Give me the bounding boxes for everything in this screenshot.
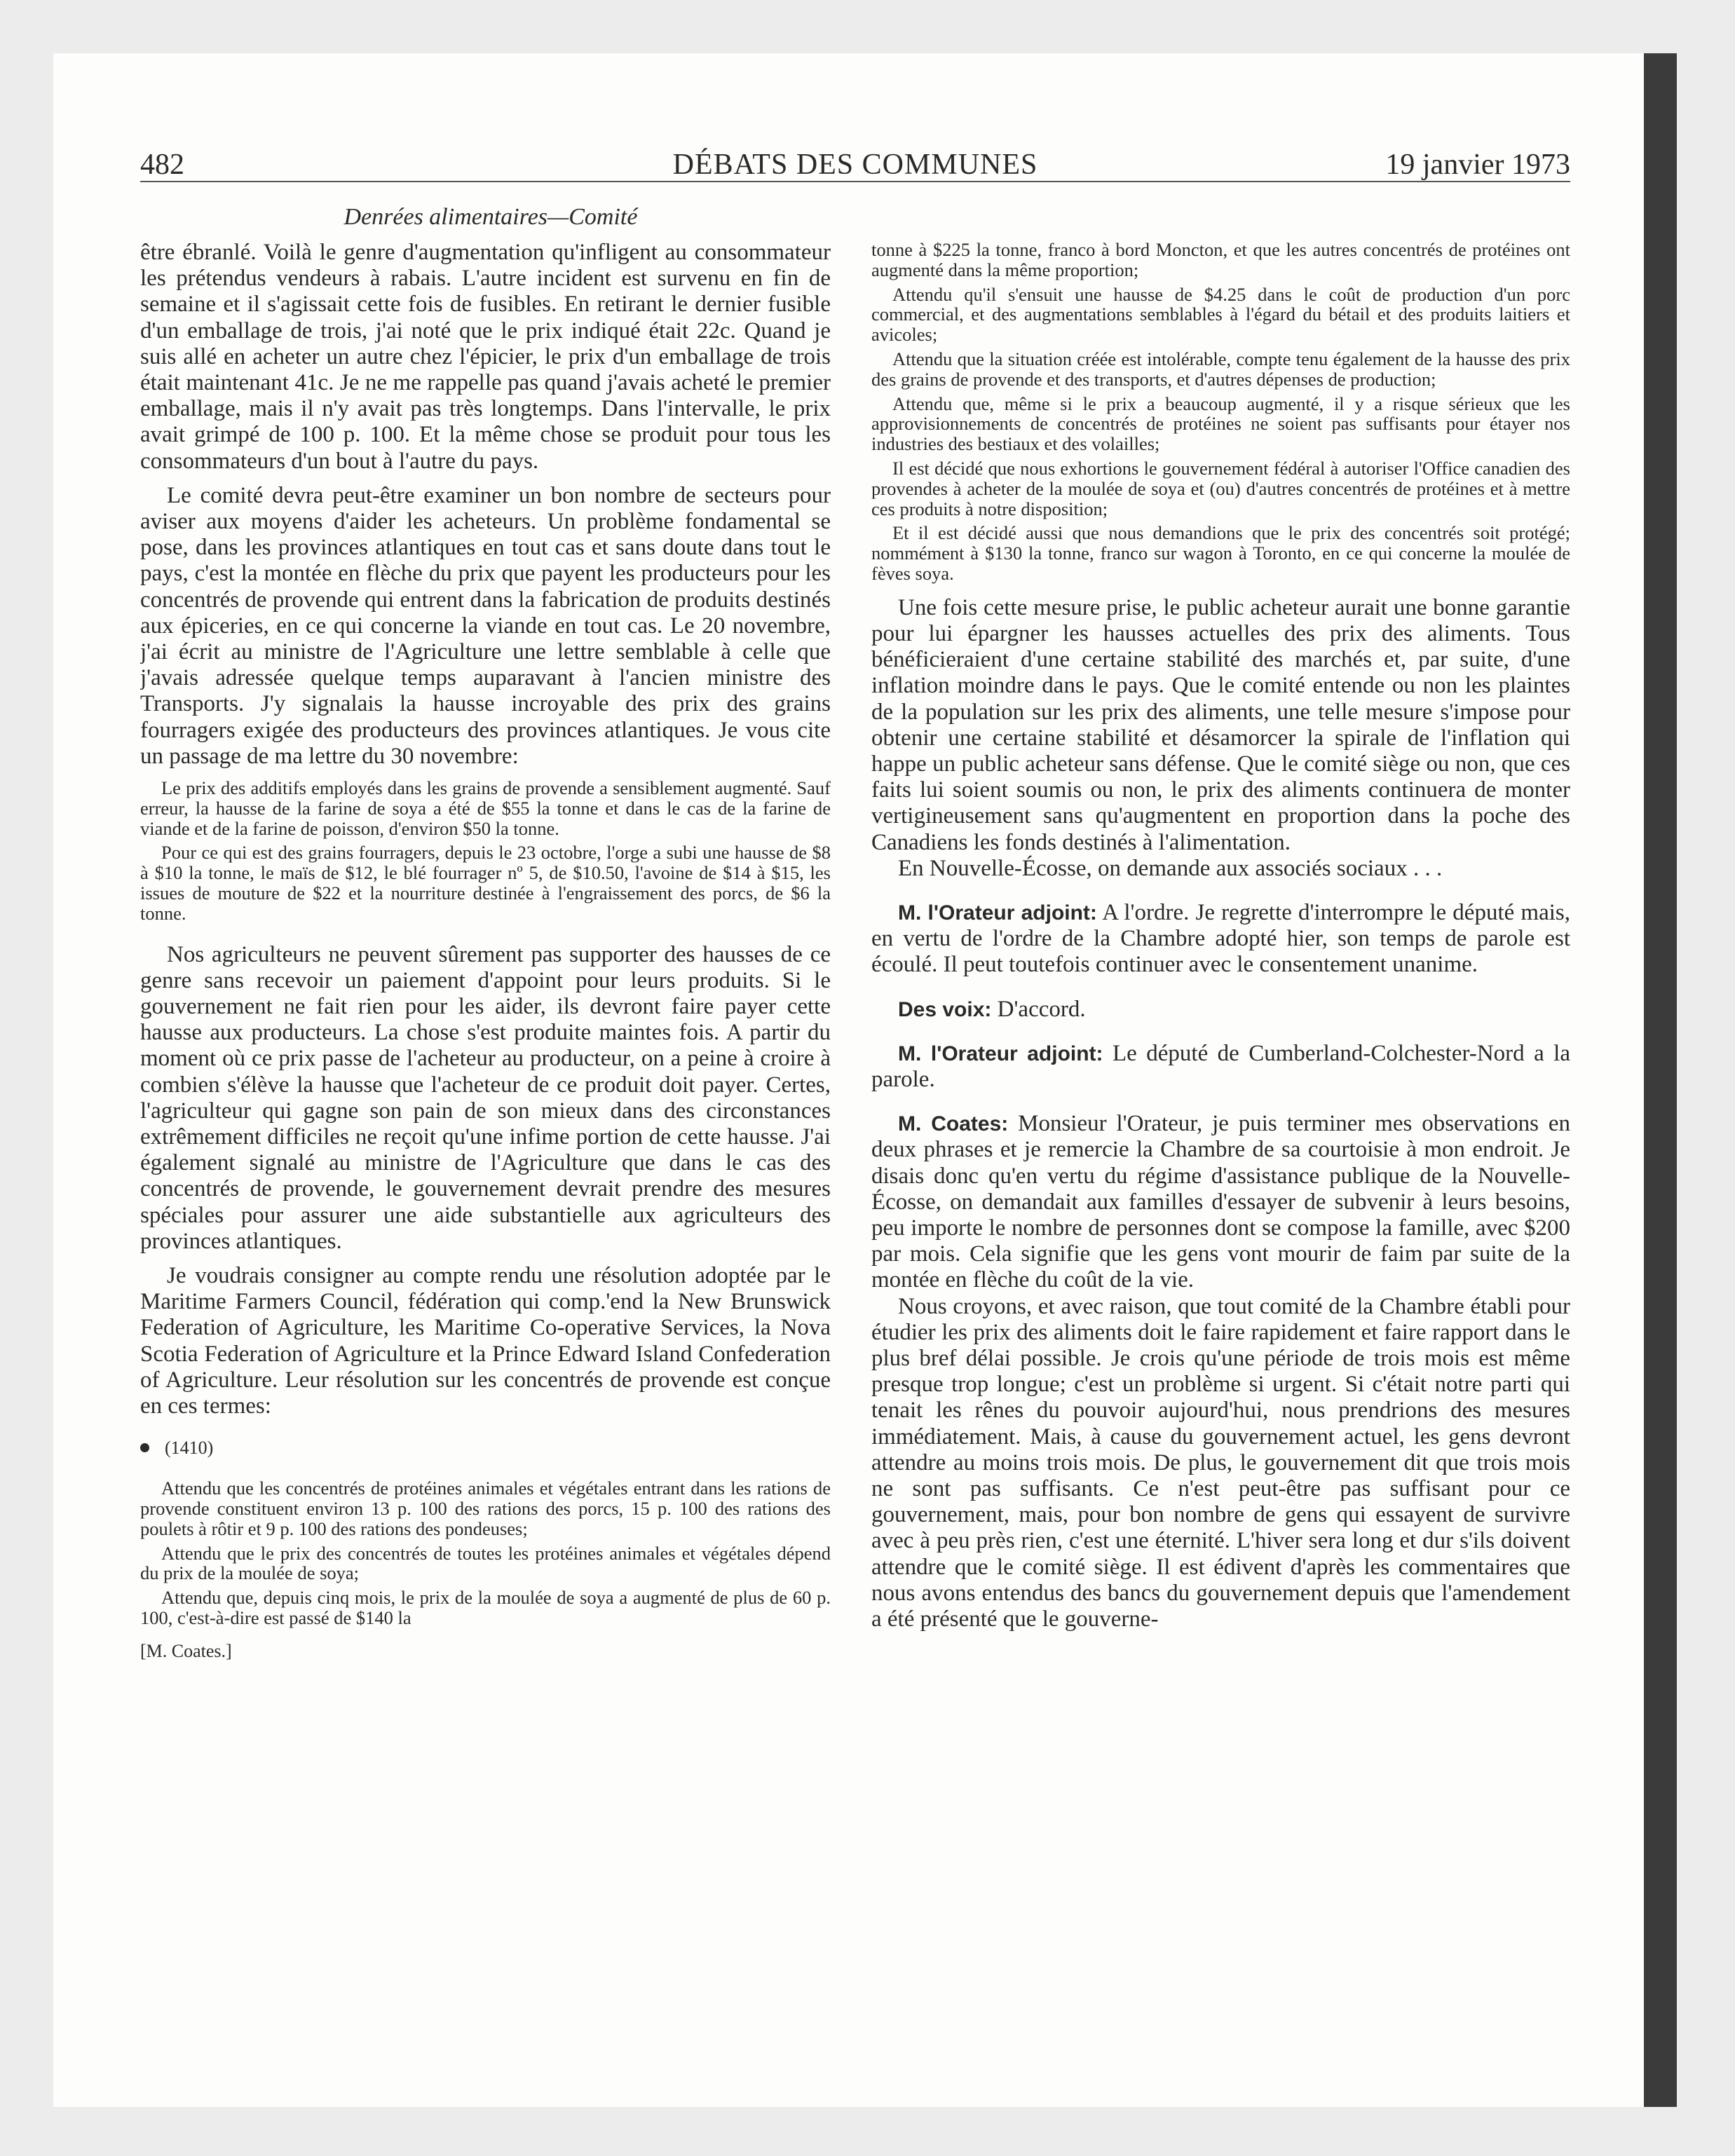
paragraph: Nos agriculteurs ne peuvent sûrement pas supporter des hausses de ce genre sans recevoir un paiement d'appoint pour leurs produits. Si le gouvernement ne fait rien pour les aider, ils devront faire payer cette hausse aux producteurs. La chose s'est produite maintes fois. A partir du moment où ce prix passe de l'acheteur au producteur, on a peine à croire à combien s'élève la hausse que l'acheteur de ce produit doit payer. Certes, l'agriculteur qui gagne son pain de son mieux dans des circonstances extrêmement difficiles ne reçoit qu'une infime portion de cette hausse. J'ai également signalé au ministre de l'Agriculture que dans le cas des concentrés de provende, le gouvernement devrait prendre des mesures spéciales pour assurer une aide substantielle aux agriculteurs des provinces atlantiques.: [140, 941, 831, 1254]
speaker-name: M. l'Orateur adjoint:: [898, 901, 1097, 925]
resolution-clause: Attendu que, même si le prix a beaucoup augmenté, il y a risque sérieux que les approvisionnements de concentrés de protéines ne soient pas suffisants pour étayer nos industries des bestiaux et des volailles;: [871, 393, 1570, 455]
speaker-name: M. l'Orateur adjoint:: [898, 1042, 1103, 1065]
page-number: 482: [140, 149, 184, 181]
paragraph: Une fois cette mesure prise, le public acheteur aurait une bonne garantie pour lui épargner les hausses actuelles des prix des aliments. Tous bénéficieraient d'une certaine stabilité des marchés et, par suite, d'une inflation moindre dans le pays. Que le comité entende ou non les plaintes de la population sur les prix des aliments, une telle mesure s'impose pour obtenir une certaine stabilité et désamorcer la spirale de l'inflation qui happe un public acheteur sans défense. Que le comité siège ou non, que ces faits lui soient soumis ou non, le prix des aliments continuera de monter vertigineusement sans qu'augmentent en proportion dans la poche des Canadiens les fonds destinés à l'alimentation.: [871, 594, 1570, 855]
resolution-clause: Il est décidé que nous exhortions le gouvernement fédéral à autoriser l'Office canadien des provendes à acheter de la moulée de soya et (ou) d'autres concentrés de protéines et à mettre ces produits à notre disposition;: [871, 457, 1570, 519]
paragraph: Nous croyons, et avec raison, que tout comité de la Chambre établi pour étudier les prix des aliments doit le faire rapidement et faire rapport dans le plus bref délai possible. Je crois qu'une période de trois mois est même presque trop longue; c'est un problème si urgent. Si c'était notre parti qui tenait les rênes du pouvoir aujourd'hui, nous prendrions des mesures immédiatement. Mais, à cause du gouvernement actuel, les gens devront attendre au moins trois mois. De plus, le gouvernement dit que trois mois ne sont pas suffisants. Ce n'est peut-être pas suffisant pour ce gouvernement, mais, pour bon nombre de gens qui essayent de survivre avec à peu près rien, c'est une éternité. L'hiver sera long et dur s'ils doivent attendre que le comité siège. Il est édivent d'après les commentaires que nous avons entendus des bancs du gouvernement depuis que l'amendement a été présenté que le gouverne-: [871, 1293, 1570, 1632]
speech-text: A l'ordre. Je regrette d'interrompre le député mais, en vertu de l'ordre de la Chambre adopté hier, son temps de parole est écoulé. Il peut toutefois continuer avec le consentement unanime.: [871, 899, 1570, 978]
resolution-clause: Attendu que le prix des concentrés de toutes les protéines animales et végétales dépend du prix de la moulée de soya;: [140, 1542, 831, 1584]
left-column: [140, 240, 831, 2076]
publication-title: DÉBATS DES COMMUNES: [672, 149, 1038, 181]
resolution-clause: Et il est décidé aussi que nous demandions que le prix des concentrés soit protégé; nommément à $130 la tonne, franco sur wagon à Toronto, en ce qui concerne la moulée de fèves soya.: [871, 522, 1570, 584]
section-subheading: Denrées alimentaires—Comité: [343, 204, 638, 230]
quoted-letter: Pour ce qui est des grains fourragers, depuis le 23 octobre, l'orge a subi une hausse de $8 à $10 la tonne, le maïs de $12, le blé fourrager nº 5, de $10.50, l'avoine de $14 à $15, les issues de mouture de $22 et la nourriture destinée à l'engraissement des porcs, de $6 la tonne.: [140, 842, 831, 924]
right-column: [871, 240, 1570, 2076]
paragraph: En Nouvelle-Écosse, on demande aux associés sociaux . . .: [898, 855, 1443, 881]
paragraph: Le comité devra peut-être examiner un bon nombre de secteurs pour aviser aux moyens d'aider les acheteurs. Un problème fondamental se pose, dans les provinces atlantiques en tout cas et sans doute dans tout le pays, c'est la montée en flèche du prix que payent les producteurs pour les concentrés de provende qui entrent dans la fabrication de produits destinés aux épiceries, en ce qui concerne la viande en tout cas. Le 20 novembre, j'ai écrit au ministre de l'Agriculture une lettre semblable à celle que j'avais adressée quelque temps auparavant à l'ancien ministre des Transports. J'y signalais la hausse incroyable des prix des grains fourragers exigée des producteurs des provinces atlantiques. Je vous cite un passage de ma lettre du 30 novembre:: [140, 482, 831, 769]
quoted-letter: Le prix des additifs employés dans les grains de provende a sensiblement augmenté. Sauf erreur, la hausse de la farine de soya a été de $55 la tonne et dans le cas de la farine de viande et de la farine de poisson, d'environ $50 la tonne.: [140, 777, 831, 839]
resolution-clause: Attendu que la situation créée est intolérable, compte tenu également de la hausse des prix des grains de provende et des transports, et d'autres dépenses de production;: [871, 348, 1570, 390]
resolution-clause: tonne à $225 la tonne, franco à bord Moncton, et que les autres concentrés de protéines ont augmenté dans la même proportion;: [871, 240, 1570, 280]
speech-turn: [871, 1111, 1570, 1293]
paragraph: être ébranlé. Voilà le genre d'augmentation qu'infligent au consommateur les prétendus vendeurs à rabais. L'autre incident est survenu en fin de semaine et il s'agissait cette fois de fusibles. En retirant le dernier fusible d'un emballage de trois, j'ai noté que le prix indiqué était 22c. Quand je suis allé en acheter un autre chez l'épicier, le prix d'un emballage de trois était maintenant 41c. Je ne me rappelle pas quand j'avais acheté le premier emballage, mais il n'y avait pas très longtemps. Dans l'intervalle, le prix avait grimpé de 100 p. 100. Et la même chose se produit pour tous les consommateurs d'un bout à l'autre du pays.: [140, 240, 831, 474]
speaker-name: Des voix:: [898, 997, 992, 1021]
speaker-name: M. Coates:: [898, 1112, 1009, 1136]
publication-date: 19 janvier 1973: [1385, 149, 1570, 181]
speech-turn: [871, 997, 1570, 1023]
speech-turn: [871, 900, 1570, 978]
bullet-icon: [140, 1443, 149, 1452]
resolution-clause: Attendu qu'il s'ensuit une hausse de $4.25 dans le coût de production d'un porc commercial, et des augmentations semblables à l'égard du bétail et des produits laitiers et avicoles;: [871, 283, 1570, 346]
time-marker: (1410): [140, 1438, 831, 1459]
page-header: [140, 149, 1570, 182]
speaker-signature: [M. Coates.]: [140, 1640, 232, 1661]
speech-text: Monsieur l'Orateur, je puis terminer mes observations en deux phrases et je remercie la Chambre de sa courtoisie à mon endroit. Je disais donc qu'en vertu du régime d'assistance publique de la Nouvelle-Écosse, on demandait aux familles d'essayer de subvenir à leurs besoins, peu importe le nombre de personnes dont se compose la famille, avec $200 par mois. Cela signifie que les gens vont mourir de faim par suite de la montée en flèche du coût de la vie.: [871, 1111, 1570, 1293]
speech-text: Le député de Cumberland-Colchester-Nord a la parole.: [871, 1040, 1570, 1092]
speech-turn: [871, 1041, 1570, 1093]
resolution-clause: Attendu que, depuis cinq mois, le prix de la moulée de soya a augmenté de plus de 60 p. 100, c'est-à-dire est passé de $140 la: [140, 1587, 831, 1629]
speech-text: D'accord.: [997, 996, 1086, 1022]
paragraph: Je voudrais consigner au compte rendu une résolution adoptée par le Maritime Farmers Council, fédération qui comp.'end la New Brunswick Federation of Agriculture, les Maritime Co-operative Services, la Nova Scotia Federation of Agriculture et la Prince Edward Island Confederation of Agriculture. Leur résolution sur les concentrés de provende est conçue en ces termes:: [140, 1263, 831, 1419]
resolution-clause: Attendu que les concentrés de protéines animales et végétales entrant dans les rations de provende constituent environ 13 p. 100 des rations des porcs, 15 p. 100 des rations des poulets à rôtir et 9 p. 100 des rations des pondeuses;: [140, 1478, 831, 1539]
scan-edge: [1644, 53, 1677, 2107]
